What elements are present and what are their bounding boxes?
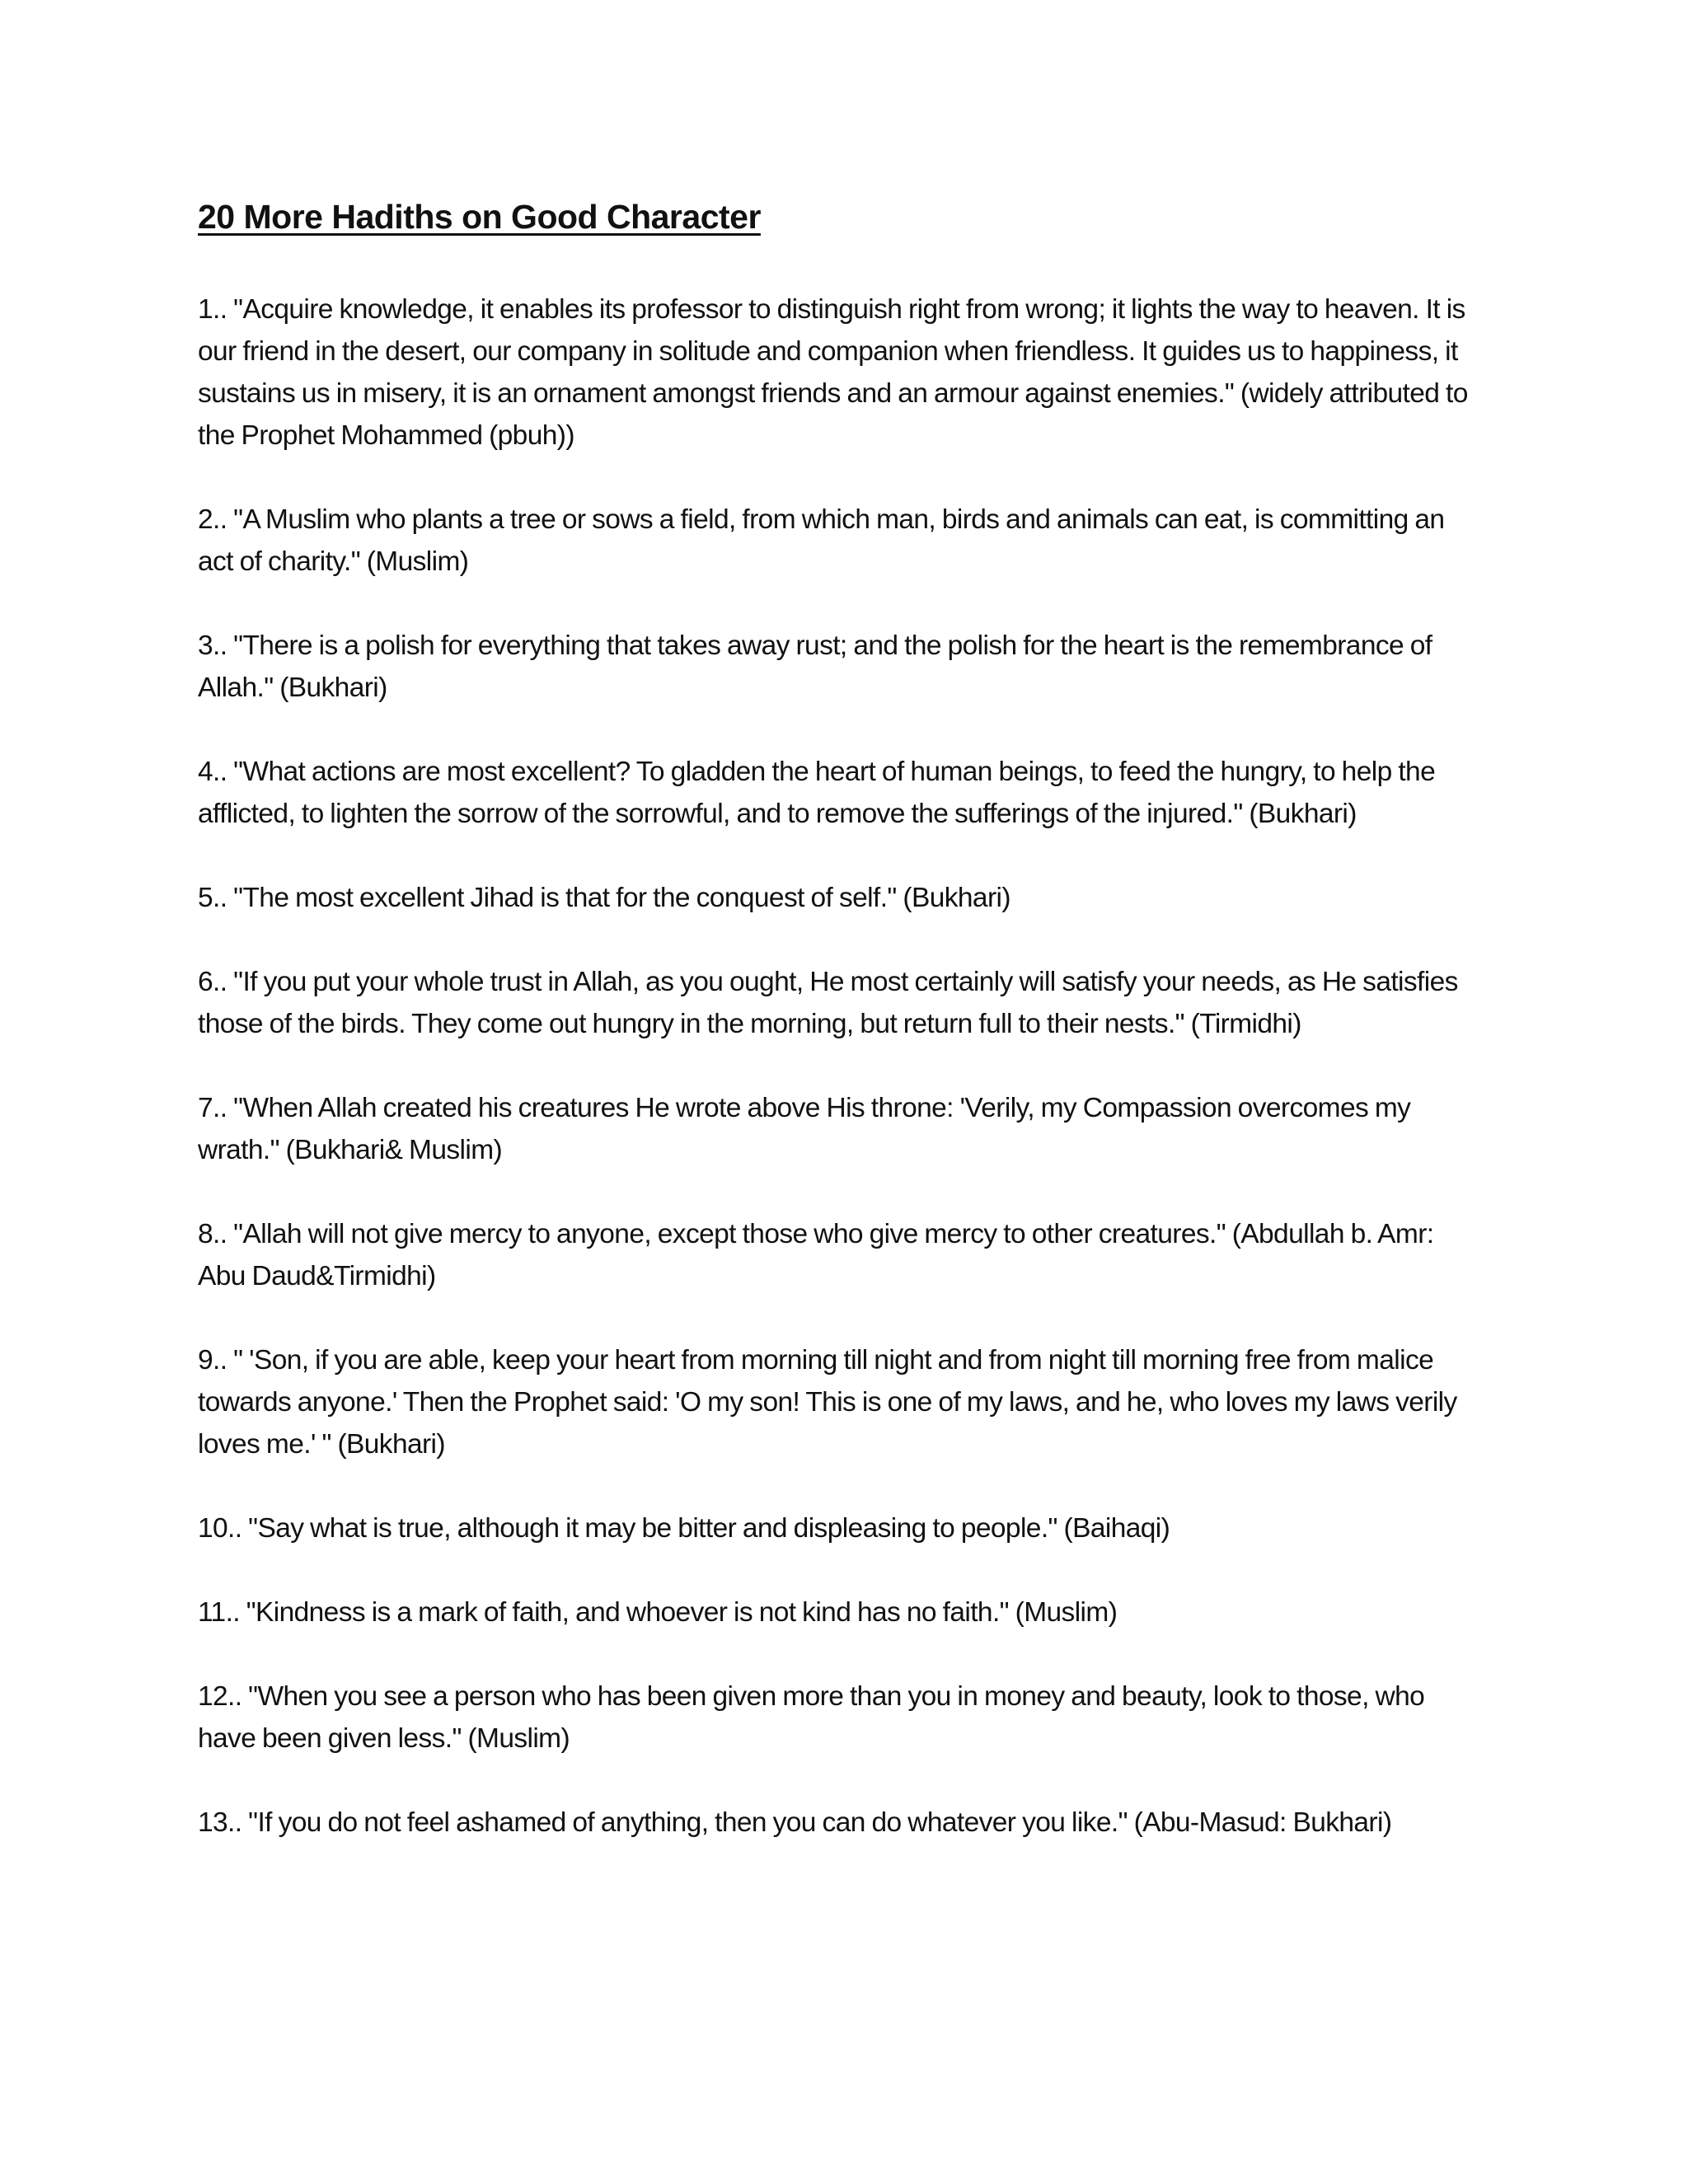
- hadith-item-11: 11.. "Kindness is a mark of faith, and whoever is not kind has no faith." (Muslim): [198, 1597, 1118, 1628]
- hadith-item-1: 1.. "Acquire knowledge, it enables its professor to distinguish right from wrong; it lights the way to heaven. It is our friend in the desert, our company in solitude and companion when friendless. It guides us to happiness, it sustains us in misery, it is an ornament amongst friends and an armour against enemies." (widely attributed to the Prophet Mohammed (pbuh)): [198, 294, 1468, 451]
- hadith-item-13: 13.. "If you do not feel ashamed of anything, then you can do whatever you like." (Abu-Masud: Bukhari): [198, 1807, 1392, 1838]
- hadith-item-3: 3.. "There is a polish for everything that takes away rust; and the polish for the heart is the remembrance of Allah." (Bukhari): [198, 630, 1432, 703]
- hadith-item-8: 8.. "Allah will not give mercy to anyone, except those who give mercy to other creatures." (Abdullah b. Amr: Abu Daud&Tirmidhi): [198, 1219, 1434, 1291]
- hadith-item-2: 2.. "A Muslim who plants a tree or sows a field, from which man, birds and animals can eat, is committing an act of charity." (Muslim): [198, 504, 1445, 577]
- hadith-item-10: 10.. "Say what is true, although it may be bitter and displeasing to people." (Baihaqi): [198, 1513, 1170, 1544]
- hadith-item-12: 12.. "When you see a person who has been given more than you in money and beauty, look to those, who have been given less." (Muslim): [198, 1681, 1425, 1754]
- hadith-item-6: 6.. "If you put your whole trust in Allah, as you ought, He most certainly will satisfy your needs, as He satisfies those of the birds. They come out hungry in the morning, but return full to their nests." (Tirmidhi): [198, 967, 1458, 1039]
- hadith-item-5: 5.. "The most excellent Jihad is that for the conquest of self." (Bukhari): [198, 883, 1010, 913]
- hadith-list: [198, 288, 1484, 1886]
- hadith-item-7: 7.. "When Allah created his creatures He wrote above His throne: 'Verily, my Compassion overcomes my wrath." (Bukhari& Muslim): [198, 1093, 1411, 1165]
- hadith-item-4: 4.. "What actions are most excellent? To gladden the heart of human beings, to feed the hungry, to help the afflicted, to lighten the sorrow of the sorrowful, and to remove the sufferings of the injured." (Bukhari): [198, 757, 1436, 829]
- document-title: 20 More Hadiths on Good Character: [198, 198, 761, 236]
- hadith-item-9: 9.. " 'Son, if you are able, keep your heart from morning till night and from night till morning free from malice towards anyone.' Then the Prophet said: 'O my son! This is one of my laws, and he, who loves my laws verily loves me.' " (Bukhari): [198, 1345, 1457, 1460]
